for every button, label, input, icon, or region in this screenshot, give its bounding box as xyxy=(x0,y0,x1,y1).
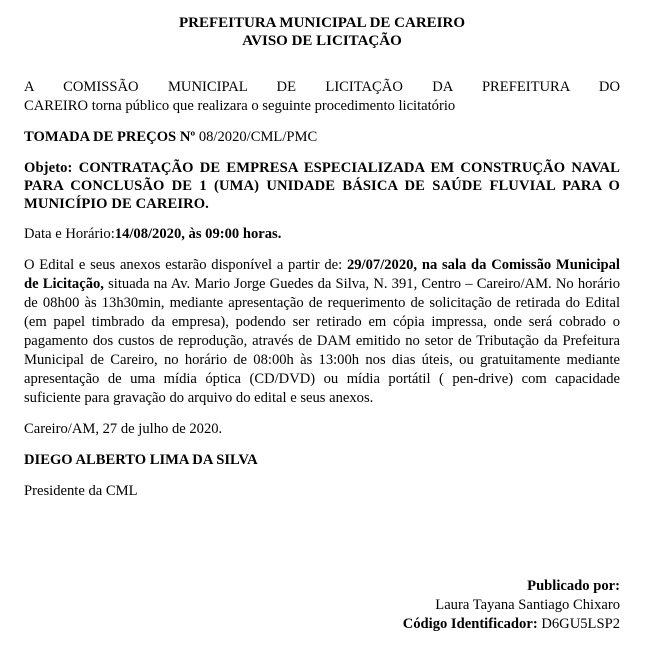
place-date: Careiro/AM, 27 de julho de 2020. xyxy=(24,421,223,437)
signatory-role: Presidente da CML xyxy=(24,483,138,499)
intro-paragraph xyxy=(24,78,620,116)
edital-part-1: O Edital e seus anexos estarão disponível a partir de: xyxy=(24,257,347,273)
edital-part-2: situada na Av. Mario Jorge Guedes da Silva, N. 391, Centro – Careiro/AM. No horário de 08h00 às 13h30min, mediante apresentação de requerimento de solicitação de retirada do Edital (em papel timbrado da empresa), podendo ser retirado em cópia impressa, onde será cobrado o pagamento dos custos de reprodução, através de DAM emitido no setor de Tributação da Prefeitura Municipal de Careiro, no horário de 08:00h às 13:00h nos dias úteis, ou gratuitamente mediante apresentação de uma mídia óptica (CD/DVD) ou mídia portátil ( pen-drive) com capacidade suficiente para gravação do arquivo do edital e seus anexos. xyxy=(24,276,620,406)
data-horario xyxy=(24,225,620,244)
identifier-label: Código Identificador: xyxy=(402,616,538,632)
signatory-name: DIEGO ALBERTO LIMA DA SILVA xyxy=(24,452,258,468)
notice-title: AVISO DE LICITAÇÃO xyxy=(242,33,402,49)
data-horario-value: 14/08/2020, às 09:00 horas. xyxy=(114,226,282,242)
document-header xyxy=(24,14,620,50)
objeto-label: Objeto: xyxy=(24,160,73,176)
tomada-number: 08/2020/CML/PMC xyxy=(195,129,318,145)
objeto-text: CONTRATAÇÃO DE EMPRESA ESPECIALIZADA EM CONSTRUÇÃO NAVAL PARA CONCLUSÃO DE 1 (UMA) UNIDADE BÁSICA DE SAÚDE FLUVIAL PARA O MUNICÍPIO DE CAREIRO. xyxy=(24,160,620,212)
objeto-paragraph xyxy=(24,159,620,213)
publisher-name: Laura Tayana Santiago Chixaro xyxy=(435,597,620,613)
intro-line-2: CAREIRO torna público que realizara o seguinte procedimento licitatório xyxy=(24,98,456,114)
edital-paragraph xyxy=(24,256,620,408)
identifier-code xyxy=(403,615,620,634)
data-horario-label: Data e Horário: xyxy=(24,226,115,242)
tomada-de-precos xyxy=(24,128,620,147)
municipality-title: PREFEITURA MUNICIPAL DE CAREIRO xyxy=(179,15,465,31)
publication-info xyxy=(403,577,620,634)
tomada-label: TOMADA DE PREÇOS Nº xyxy=(24,129,196,145)
edital-date-location: 29/07/2020, na sala da Comissão Municipal de Licitação, xyxy=(24,257,620,292)
intro-line-1: A COMISSÃO MUNICIPAL DE LICITAÇÃO DA PREFEITURA DO xyxy=(24,79,620,95)
published-by-label: Publicado por: xyxy=(527,578,620,594)
identifier-value: D6GU5LSP2 xyxy=(537,616,620,632)
